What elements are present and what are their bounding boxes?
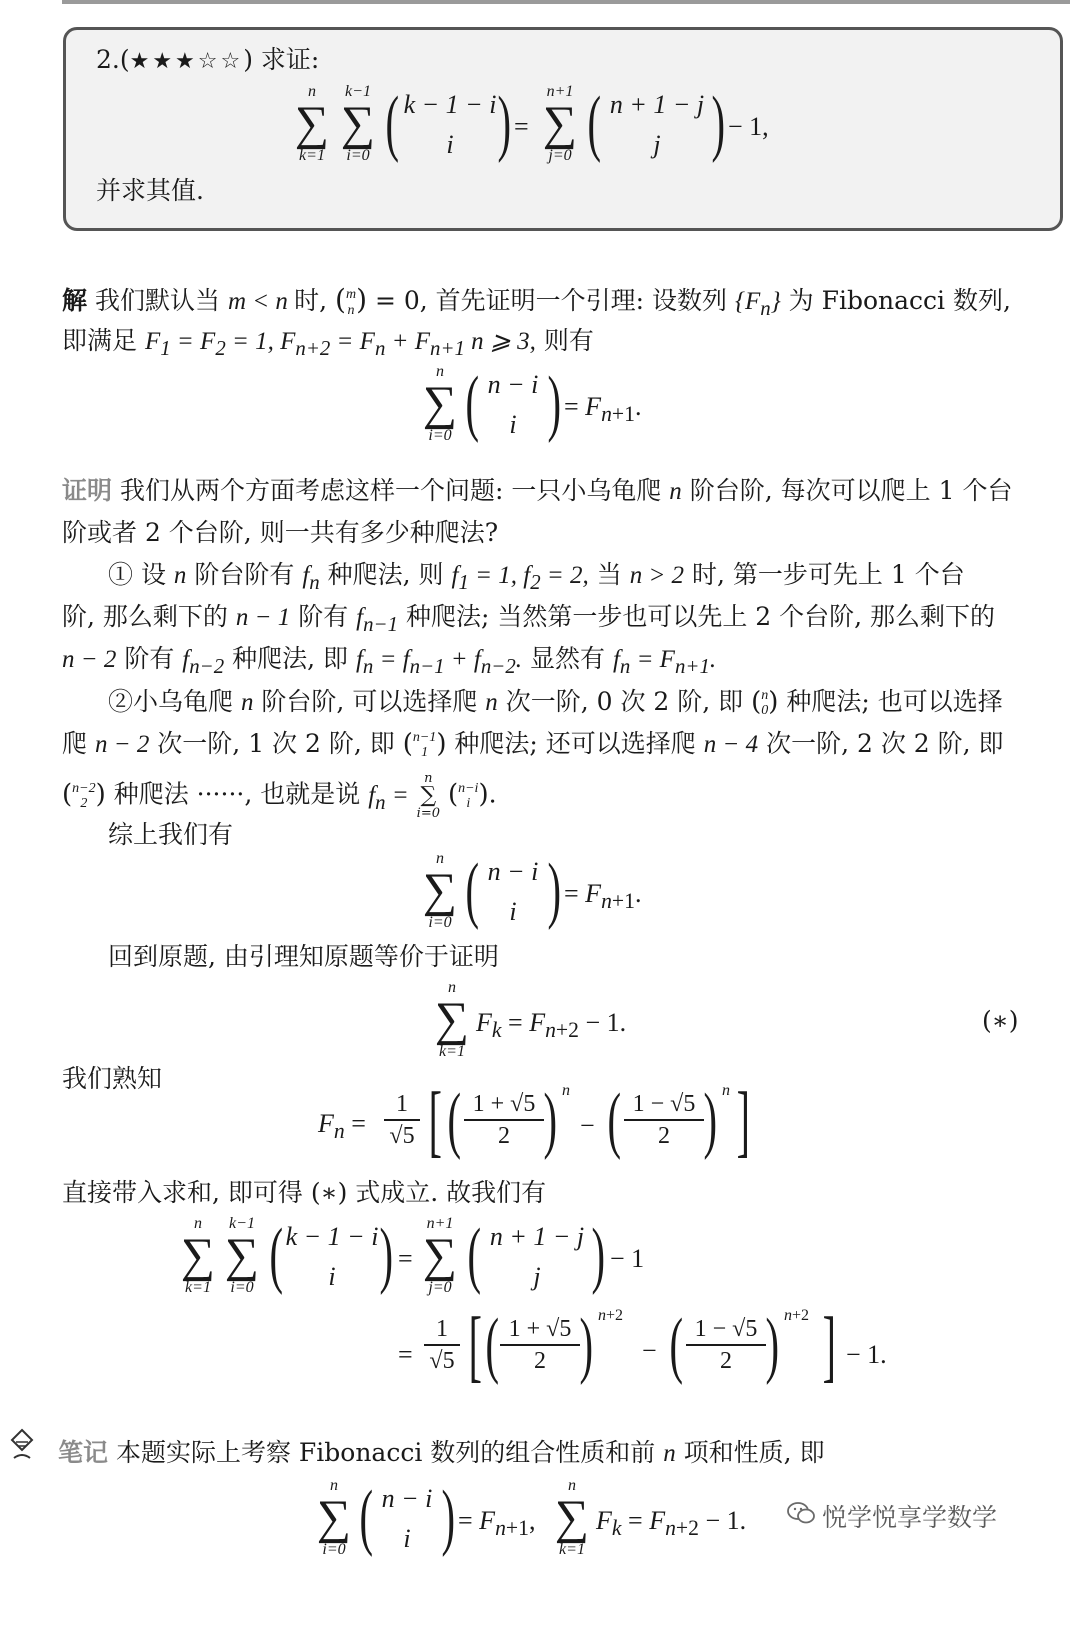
case1-line-3: n − 2 阶有 $f_{n-2}$ 种爬法, 即 $f_n = f_{n-1} + f_{n-2}$. 显然有 $f_n = F_{n+1}$. bbox=[62, 644, 717, 678]
problem-number: 2.( bbox=[96, 45, 130, 74]
solution-line-1: 解 我们默认当 m < n 时, (m n) = 0, 首先证明一个引理: 设数列 $\{F_n\}$ 为 Fibonacci 数列, bbox=[62, 283, 1011, 320]
case1-line-2: 阶, 那么剩下的 n − 1 阶有 $f_{n-1}$ 种爬法; 当然第一步也可以先上 2 个台阶, 那么剩下的 bbox=[62, 602, 996, 636]
note-label: 笔记 bbox=[58, 1438, 109, 1467]
case2-line-2: 爬 n − 2 次一阶, 1 次 2 阶, 即 (n−1 1 ) 种爬法; 还可以选择爬 n − 4 次一阶, 2 次 2 阶, 即 bbox=[62, 728, 1004, 761]
direct-sum-line: 直接带入求和, 即可得 (∗) 式成立. 故我们有 bbox=[62, 1178, 547, 1207]
proof-line-1: 证明 我们从两个方面考虑这样一个问题: 一只小乌龟爬 n 阶台阶, 每次可以爬上 1 个台 bbox=[62, 476, 1013, 505]
case1-line-1: ① 设 n 阶台阶有 $f_n$ 种爬法, 则 $f_1 = 1$, $f_2 = 2$, 当 n > 2 时, 第一步可先上 1 个台 bbox=[108, 560, 965, 594]
proof-line-2: 阶或者 2 个台阶, 则一共有多少种爬法? bbox=[62, 518, 499, 547]
top-rule bbox=[62, 0, 1070, 4]
proof-label: 证明 bbox=[62, 476, 113, 505]
case2-line-3: (n−2 2 ) 种爬法 ······, 也就是说 $f_n = n$ ∑ i=0 (n−i i ). bbox=[62, 771, 497, 821]
problem-tail: 并求其值. bbox=[96, 176, 204, 205]
difficulty-stars: ★★★☆☆ bbox=[129, 49, 244, 74]
case2-line-1: ②小乌龟爬 n 阶台阶, 可以选择爬 n 次一阶, 0 次 2 阶, 即 (n 0) 种爬法; 也可以选择 bbox=[108, 686, 1003, 719]
problem-header bbox=[96, 47, 319, 73]
solution-line-2: 即满足 $F_1 = F_2 = 1$, $F_{n+2} = F_n + F_{n+1}$ n ⩾ 3, 则有 bbox=[62, 326, 594, 360]
solution-label: 解 bbox=[62, 286, 88, 315]
pen-note-icon bbox=[8, 1428, 36, 1464]
problem-prompt: ) 求证: bbox=[243, 45, 320, 74]
known-line: 我们熟知 bbox=[62, 1064, 163, 1093]
back-to-problem: 回到原题, 由引理知原题等价于证明 bbox=[108, 942, 499, 971]
watermark: 悦学悦享学数学 bbox=[822, 1503, 998, 1532]
equation-tag: (∗) bbox=[982, 1006, 1019, 1035]
note-line: 笔记 本题实际上考察 Fibonacci 数列的组合性质和前 n 项和性质, 即 bbox=[58, 1438, 825, 1467]
wechat-icon bbox=[786, 1500, 816, 1526]
summary-line: 综上我们有 bbox=[108, 820, 234, 849]
